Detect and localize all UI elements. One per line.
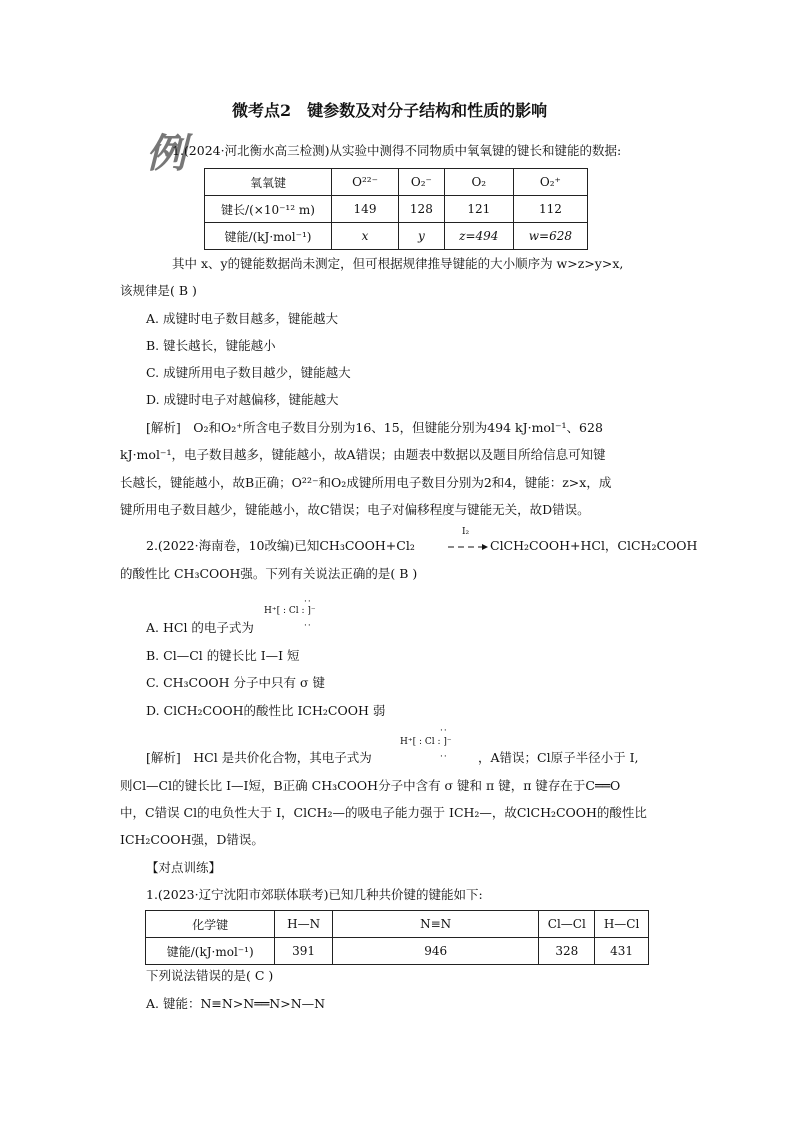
table-cell: H—N [275, 911, 332, 938]
table-cell: 键能/(kJ·mol⁻¹) [205, 223, 332, 250]
q2-option-c: C. CH₃COOH 分子中只有 σ 键 [146, 675, 325, 690]
table-cell: O₂⁻ [399, 169, 445, 196]
q1-analysis-line: [解析] O₂和O₂⁺所含电子数目分别为16、15，但键能分别为494 kJ·mol⁻¹、628 [146, 420, 603, 435]
example-mark: 例 [146, 131, 186, 176]
practice-line: 下列说法错误的是( C ) [146, 968, 274, 983]
q1-line2: 该规律是( B ) [120, 283, 197, 298]
q2-analysis-a: [解析] HCl 是共价化合物，其电子式为 [146, 750, 372, 765]
hcl-electron-formula: H⁺[ : Cl : ]⁻ [264, 606, 316, 616]
q1-option-d: D. 成键时电子对越偏移，键能越大 [146, 392, 339, 407]
q1-option-a: A. 成键时电子数目越多，键能越大 [146, 311, 338, 326]
q1-option-c: C. 成键所用电子数目越少，键能越大 [146, 365, 351, 380]
electron-dots-bottom: ·· [440, 752, 448, 762]
table-cell: 键能/(kJ·mol⁻¹) [146, 938, 275, 965]
q2-option-d: D. ClCH₂COOH的酸性比 ICH₂COOH 弱 [146, 703, 386, 718]
table-row [146, 938, 649, 965]
table-cell: 328 [539, 938, 595, 965]
table-cell: 391 [275, 938, 332, 965]
electron-dots-top: ·· [304, 597, 312, 607]
q1-analysis-line: kJ·mol⁻¹，电子数目越多，键能越小，故A错误；由题表中数据以及题目所给信息可知键 [120, 447, 606, 462]
q1-table [204, 168, 588, 250]
electron-dots-bottom: ·· [304, 621, 312, 631]
q2-catalyst-label: I₂ [462, 527, 470, 537]
practice-heading: 【对点训练】 [146, 860, 222, 875]
practice-option-a: A. 键能：N≡N>N══N>N—N [146, 996, 326, 1011]
table-cell: 431 [595, 938, 649, 965]
table-cell: z=494 [444, 223, 513, 250]
table-cell: w=628 [513, 223, 587, 250]
table-row [146, 911, 649, 938]
table-cell: Cl—Cl [539, 911, 595, 938]
table-cell: 149 [331, 196, 398, 223]
table-cell: 氧氧键 [205, 169, 332, 196]
q2-line2: 的酸性比 CH₃COOH强。下列有关说法正确的是( B ) [120, 566, 418, 581]
reaction-arrow [448, 542, 488, 552]
q2-stem-b: ClCH₂COOH+HCl，ClCH₂COOH [490, 538, 698, 553]
hcl-electron-formula: H⁺[ : Cl : ]⁻ [400, 737, 452, 747]
table-cell: 化学键 [146, 911, 275, 938]
q1-analysis-line: 键所用电子数目越少，键能越小，故C错误；电子对偏移程度与键能无关，故D错误。 [120, 502, 590, 517]
table-row [205, 169, 588, 196]
q1-option-b: B. 键长越长，键能越小 [146, 338, 276, 353]
q2-analysis-b: ，A错误；Cl原子半径小于 I, [478, 750, 639, 765]
q2-stem-a: 2.(2022·海南卷，10改编)已知CH₃COOH+Cl₂ [146, 538, 415, 553]
table-cell: 112 [513, 196, 587, 223]
table-cell: N≡N [332, 911, 539, 938]
q1-analysis-line: 长越长，键能越小，故B正确；O²²⁻和O₂成键所用电子数目分别为2和4，键能：z>x，成 [120, 475, 612, 490]
practice-stem: 1.(2023·辽宁沈阳市郊联体联考)已知几种共价键的键能如下: [146, 887, 483, 902]
practice-table [145, 910, 649, 965]
table-cell: 键长/(×10⁻¹² m) [205, 196, 332, 223]
q2-analysis-line: ICH₂COOH强，D错误。 [120, 832, 264, 847]
electron-dots-top: ·· [440, 726, 448, 736]
q2-option-b: B. Cl—Cl 的键长比 I—I 短 [146, 648, 300, 663]
q2-option-a: A. HCl 的电子式为 [146, 620, 254, 635]
page-title: 微考点2 键参数及对分子结构和性质的影响 [232, 101, 548, 120]
q2-analysis-line: 则Cl—Cl的键长比 I—I短，B正确 CH₃COOH分子中含有 σ 键和 π 键，π 键存在于C══O [120, 778, 621, 793]
table-row [205, 223, 588, 250]
table-cell: x [331, 223, 398, 250]
table-cell: O²²⁻ [331, 169, 398, 196]
q1-stem: 1.(2024·河北衡水高三检测)从实验中测得不同物质中氧氧键的键长和键能的数据: [172, 143, 622, 158]
table-cell: y [399, 223, 445, 250]
table-cell: O₂ [444, 169, 513, 196]
q1-line1: 其中 x、y的键能数据尚未测定，但可根据规律推导键能的大小顺序为 w>z>y>x, [172, 256, 624, 271]
table-cell: 946 [332, 938, 539, 965]
q2-analysis-line: 中，C错误 Cl的电负性大于 I，ClCH₂—的吸电子能力强于 ICH₂—，故ClCH₂COOH的酸性比 [120, 805, 647, 820]
table-cell: H—Cl [595, 911, 649, 938]
table-cell: 128 [399, 196, 445, 223]
table-cell: 121 [444, 196, 513, 223]
table-cell: O₂⁺ [513, 169, 587, 196]
table-row [205, 196, 588, 223]
